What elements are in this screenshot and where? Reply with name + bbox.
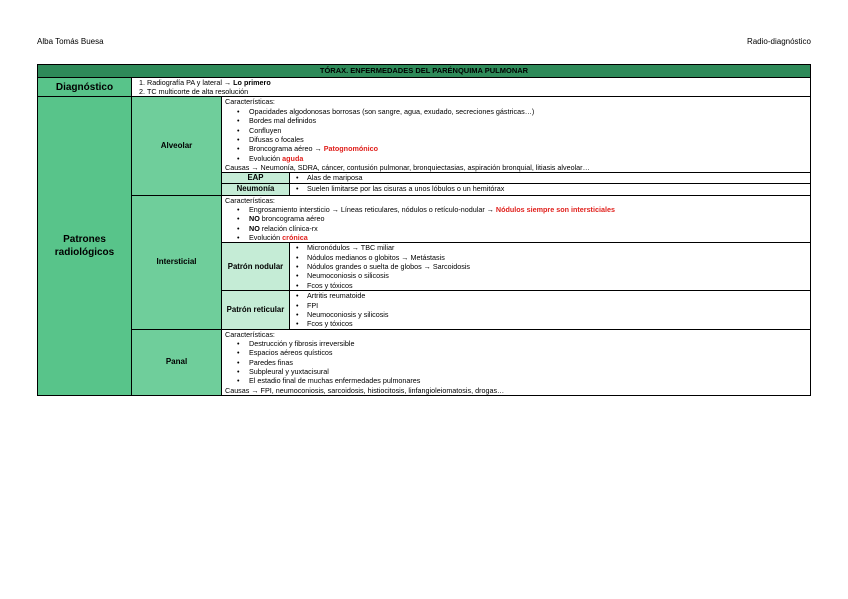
list-item: • Bordes mal definidos [249, 116, 807, 125]
list-item: • Evolución crónica [249, 233, 807, 242]
eap-content [290, 173, 811, 184]
eap-label: EAP [222, 173, 290, 184]
list-item: • Subpleural y yuxtacisural [249, 367, 807, 376]
intersticial-row [38, 195, 811, 243]
caracteristicas-label: Características: [225, 329, 275, 339]
reticular-label: Patrón reticular [222, 291, 290, 329]
intersticial-label: Intersticial [132, 195, 222, 329]
list-item: • Alas de mariposa [307, 173, 807, 182]
intersticial-content [222, 195, 811, 243]
caracteristicas-label: Características: [225, 97, 275, 107]
panal-label: Panal [132, 329, 222, 396]
list-item: • Espacios aéreos quísticos [249, 348, 807, 357]
diagnostico-label: Diagnóstico [38, 77, 132, 97]
alveolar-causas: Causas → Neumonía, SDRA, cáncer, contusión pulmonar, bronquiectasias, aspiración bronquial, litiasis alveolar… [225, 162, 590, 172]
table-title: TÓRAX. ENFERMEDADES DEL PARÉNQUIMA PULMONAR [38, 65, 811, 78]
list-item: • Opacidades algodonosas borrosas (son sangre, agua, exudado, secreciones gástricas…) [249, 107, 807, 116]
list-item: • NO relación clínica-rx [249, 224, 807, 233]
list-item: • Nódulos medianos o globitos → Metástasis [307, 253, 807, 262]
caracteristicas-label: Características: [225, 195, 275, 205]
list-item: • Fcos y tóxicos [307, 281, 807, 290]
list-item: • El estadio final de muchas enfermedades pulmonares [249, 376, 807, 385]
alveolar-content [222, 97, 811, 173]
list-item: • Paredes finas [249, 358, 807, 367]
list-item: • Difusas o focales [249, 135, 807, 144]
summary-table [37, 64, 811, 396]
list-item: • Suelen limitarse por las cisuras a unos lóbulos o un hemitórax [307, 184, 807, 193]
list-item: • Confluyen [249, 126, 807, 135]
panal-causas: Causas → FPI, neumoconiosis, sarcoidosis, histiocitosis, linfangioleiomatosis, drogas… [225, 385, 505, 395]
neumonia-label: Neumonía [222, 184, 290, 195]
alveolar-row [38, 97, 811, 173]
list-item: • NO broncograma aéreo [249, 214, 807, 223]
reticular-content [290, 291, 811, 329]
alveolar-label: Alveolar [132, 97, 222, 195]
list-item: • Micronódulos → TBC miliar [307, 243, 807, 252]
neumonia-content [290, 184, 811, 195]
list-item: • Neumoconiosis o silicosis [307, 271, 807, 280]
diagnostico-content [132, 77, 811, 97]
diagnostico-row [38, 77, 811, 97]
list-item: • Fcos y tóxicos [307, 319, 807, 328]
nodular-label: Patrón nodular [222, 243, 290, 291]
diagnostico-item: 1. Radiografía PA y lateral → Lo primero [147, 78, 807, 87]
list-item: • FPI [307, 301, 807, 310]
list-item: • Broncograma aéreo → Patognomónico [249, 144, 807, 153]
list-item: • Engrosamiento intersticio → Líneas reticulares, nódulos o retículo-nodular → Nódulos siempre son intersticiales [249, 205, 807, 214]
panal-row [38, 329, 811, 396]
list-item: • Neumoconiosis y silicosis [307, 310, 807, 319]
list-item: • Nódulos grandes o suelta de globos → Sarcoidosis [307, 262, 807, 271]
diagnostico-item: 2. TC multicorte de alta resolución [147, 87, 807, 96]
patrones-label: Patrones radiológicos [38, 97, 132, 396]
author-name: Alba Tomás Buesa [37, 37, 104, 46]
nodular-content [290, 243, 811, 291]
list-item: • Artritis reumatoide [307, 291, 807, 300]
panal-content [222, 329, 811, 396]
subject-name: Radio-diagnóstico [746, 37, 811, 46]
list-item: • Destrucción y fibrosis irreversible [249, 339, 807, 348]
list-item: • Evolución aguda [249, 154, 807, 163]
